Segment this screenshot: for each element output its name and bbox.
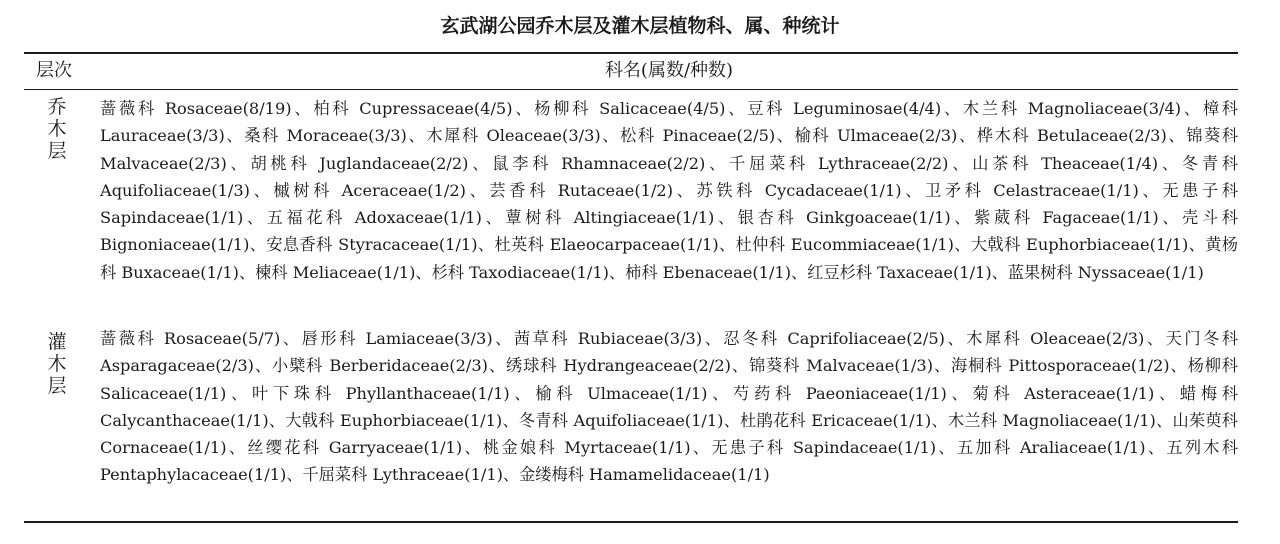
row-label-char: 灌 xyxy=(47,331,67,353)
row-label-char: 木 xyxy=(47,118,67,140)
row-label-shrub-layer xyxy=(44,331,70,397)
row-label-char: 层 xyxy=(47,140,67,162)
row-label-char: 层 xyxy=(47,375,67,397)
header-family: 科名(属数/种数) xyxy=(604,60,734,81)
header-rule xyxy=(24,89,1238,90)
bottom-rule xyxy=(24,521,1238,523)
row-label-tree-layer xyxy=(44,96,70,162)
row-families-shrub-layer: 蔷薇科 Rosaceae(5/7)、唇形科 Lamiaceae(3/3)、茜草科 Rubiaceae(3/3)、忍冬科 Caprifoliaceae(2/5)、木犀科 Oleaceae(2/3)、天门冬科 Asparagaceae(2/3)、小檗科 Berberidaceae(2/3)、绣球科 Hydrangeaceae(2/2)、锦葵科 Malvaceae(1/3)、海桐科 Pittosporaceae(1/2)、杨柳科 Salicaceae(1/1)、叶下珠科 Phyllanthaceae(1/1)、榆科 Ulmaceae(1/1)、芍药科 Paeoniaceae(1/1)、菊科 Asteraceae(1/1)、蜡梅科 Calycanthaceae(1/1)、大戟科 Euphorbiaceae(1/1)、冬青科 Aquifoliaceae(1/1)、杜鹃花科 Ericaceae(1/1)、木兰科 Magnoliaceae(1/1)、山茱萸科 Cornaceae(1/1)、丝缨花科 Garryaceae(1/1)、桃金娘科 Myrtaceae(1/1)、无患子科 Sapindaceae(1/1)、五加科 Araliaceae(1/1)、五列木科 Pentaphylacaceae(1/1)、千屈菜科 Lythraceae(1/1)、金缕梅科 Hamamelidaceae(1/1) xyxy=(100,329,1238,485)
row-label-char: 木 xyxy=(47,353,67,375)
row-families-tree-layer: 蔷薇科 Rosaceae(8/19)、柏科 Cupressaceae(4/5)、杨柳科 Salicaceae(4/5)、豆科 Leguminosae(4/4)、木兰科 Magnoliaceae(3/4)、樟科 Lauraceae(3/3)、桑科 Moraceae(3/3)、木犀科 Oleaceae(3/3)、松科 Pinaceae(2/5)、榆科 Ulmaceae(2/3)、桦木科 Betulaceae(2/3)、锦葵科 Malvaceae(2/3)、胡桃科 Juglandaceae(2/2)、鼠李科 Rhamnaceae(2/2)、千屈菜科 Lythraceae(2/2)、山茶科 Theaceae(1/4)、冬青科 Aquifoliaceae(1/3)、槭树科 Aceraceae(1/2)、芸香科 Rutaceae(1/2)、苏铁科 Cycadaceae(1/1)、卫矛科 Celastraceae(1/1)、无患子科 Sapindaceae(1/1)、五福花科 Adoxaceae(1/1)、蕈树科 Altingiaceae(1/1)、银杏科 Ginkgoaceae(1/1)、紫葳科 Fagaceae(1/1)、壳斗科 Bignoniaceae(1/1)、安息香科 Styracaceae(1/1)、杜英科 Elaeocarpaceae(1/1)、杜仲科 Eucommiaceae(1/1)、大戟科 Euphorbiaceae(1/1)、黄杨科 Buxaceae(1/1)、楝科 Meliaceae(1/1)、杉科 Taxodiaceae(1/1)、柿科 Ebenaceae(1/1)、红豆杉科 Taxaceae(1/1)、蓝果树科 Nyssaceae(1/1) xyxy=(100,99,1238,282)
row-label-char: 乔 xyxy=(47,96,67,118)
top-rule xyxy=(24,52,1238,54)
table-caption: 玄武湖公园乔木层及灌木层植物科、属、种统计 xyxy=(440,15,840,37)
header-layer: 层次 xyxy=(36,60,72,81)
